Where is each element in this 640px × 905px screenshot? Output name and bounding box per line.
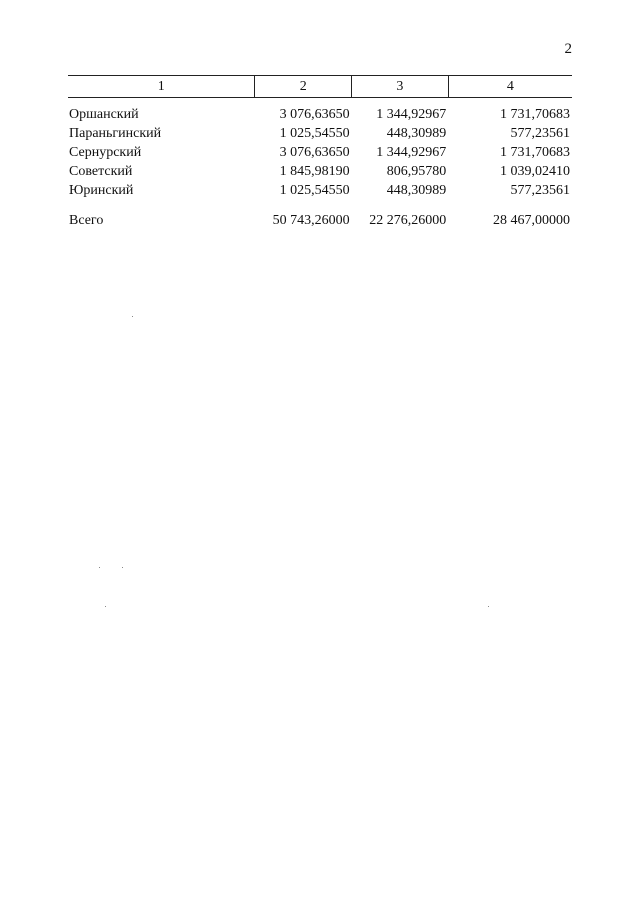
value-col-4: 1 731,70683	[500, 107, 570, 122]
value-col-3: 448,30989	[386, 183, 447, 198]
value-col-3: 806,95780	[386, 164, 447, 179]
district-name: Параньгинский	[69, 126, 162, 141]
value-col-3: 448,30989	[386, 126, 447, 141]
value-col-2: 3 076,63650	[279, 107, 350, 122]
table-header-row	[68, 76, 572, 98]
total-row	[68, 211, 572, 230]
district-name: Сернурский	[69, 145, 142, 160]
value-col-3: 1 344,92967	[376, 145, 447, 160]
value-col-2: 3 076,63650	[279, 145, 350, 160]
table-row	[68, 162, 572, 181]
value-col-2: 1 025,54550	[279, 126, 350, 141]
table-row	[68, 124, 572, 143]
page-number: 2	[564, 41, 572, 57]
table-row	[68, 181, 572, 200]
value-col-4: 577,23561	[510, 183, 570, 198]
total-col-3: 22 276,26000	[369, 213, 447, 228]
allocation-table	[68, 75, 572, 230]
column-header-1: 1	[68, 76, 255, 98]
total-col-4: 28 467,00000	[493, 213, 570, 228]
district-name: Юринский	[69, 183, 134, 198]
total-col-2: 50 743,26000	[272, 213, 350, 228]
column-header-3: 3	[352, 76, 449, 98]
row-spacer	[68, 200, 572, 211]
table-row	[68, 98, 572, 125]
district-name: Оршанский	[69, 107, 139, 122]
district-name: Советский	[69, 164, 133, 179]
value-col-2: 1 845,98190	[279, 164, 350, 179]
scan-speck	[488, 606, 489, 607]
scan-speck	[105, 606, 106, 607]
total-label: Всего	[69, 213, 104, 228]
value-col-4: 577,23561	[510, 126, 570, 141]
scan-speck	[99, 567, 100, 568]
column-header-4: 4	[448, 76, 572, 98]
column-header-2: 2	[255, 76, 352, 98]
value-col-4: 1 039,02410	[500, 164, 570, 179]
table-row	[68, 143, 572, 162]
scan-speck	[132, 316, 133, 317]
value-col-4: 1 731,70683	[500, 145, 570, 160]
value-col-3: 1 344,92967	[376, 107, 447, 122]
scan-speck	[122, 567, 123, 568]
value-col-2: 1 025,54550	[279, 183, 350, 198]
